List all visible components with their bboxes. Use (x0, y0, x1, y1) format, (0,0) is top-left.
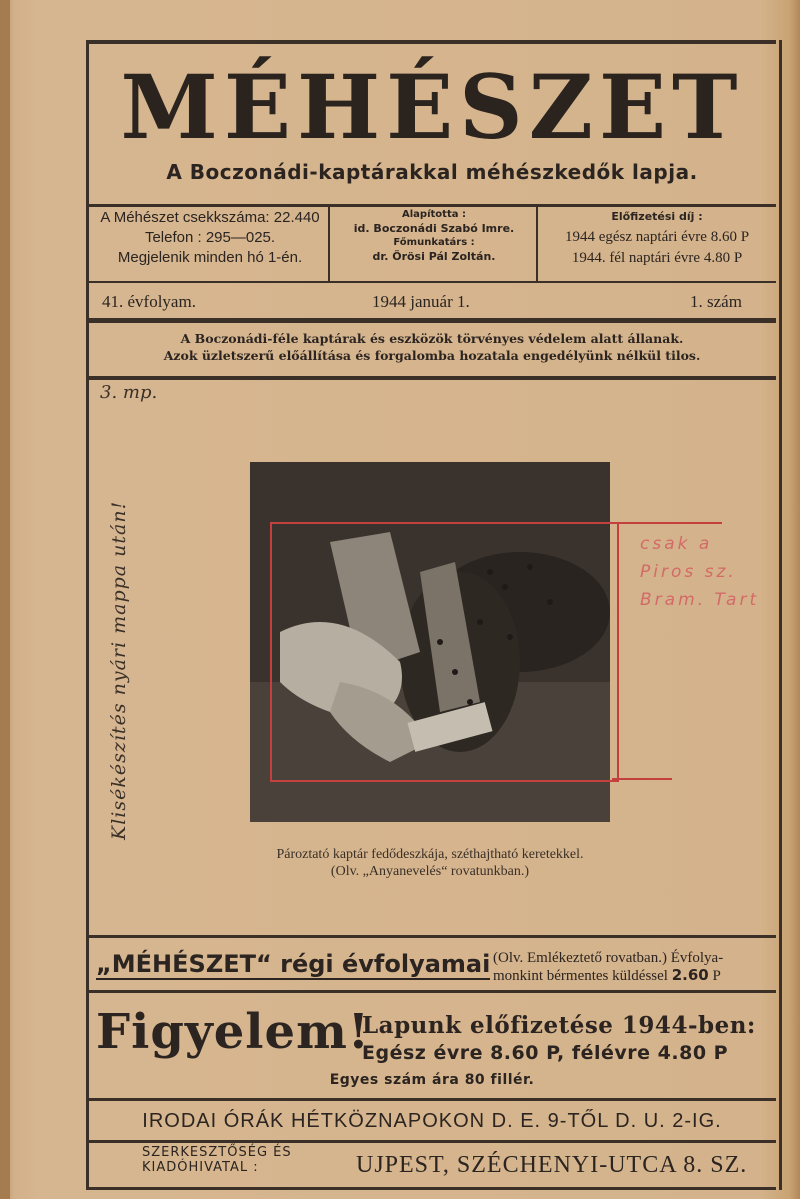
red-pencil-note (640, 530, 759, 614)
old-volumes-title-text: „MÉHÉSZET“ régi évfolyamai (96, 950, 491, 978)
legal-notice (92, 330, 772, 364)
coworker-name: dr. Örösi Pál Zoltán. (372, 250, 496, 263)
rule-under-masthead (88, 204, 776, 207)
founded-label: Alapította : (402, 209, 466, 220)
red-pencil-line: csak a (640, 534, 713, 554)
office-hours: IRODAI ÓRÁK HÉTKÖZNAPOKON D. E. 9-TŐL D. U. 2-IG. (142, 1110, 722, 1132)
legal-notice-line: Azok üzletszerű előállítása és forgalomba hozatala engedélyünk nélkül tilos. (163, 348, 701, 363)
top-rule (88, 40, 776, 44)
editorial-office-address: UJPEST, SZÉCHENYI-UTCA 8. SZ. (356, 1152, 748, 1178)
rule-above-attention (88, 990, 776, 993)
masthead-subtitle: A Boczonádi-kaptárakkal méhészkedők lapja. (166, 160, 698, 184)
red-pencil-line: Bram. Tart (640, 590, 760, 610)
cheque-number: A Méhészet csekkszáma: 22.440 (100, 209, 320, 226)
issue-date: 1944 január 1. (372, 292, 470, 311)
issue-number: 1. szám (690, 292, 742, 311)
rule-above-hours (88, 1098, 776, 1101)
photo-caption-line: (Olv. „Anyanevelés“ rovatunkban.) (330, 864, 530, 879)
editorial-office-label-line: SZERKESZTŐSÉG ÉS (142, 1145, 292, 1160)
column-divider (536, 206, 538, 282)
red-pencil-line: Piros sz. (640, 562, 737, 582)
red-crop-line (612, 522, 722, 524)
publication-schedule: Megjelenik minden hó 1-én. (117, 249, 303, 266)
handwritten-note-side: Klisékészítés nyári mappa után! (108, 500, 130, 840)
attention-prices: Egész évre 8.60 P, félévre 4.80 P (362, 1042, 729, 1064)
editorial-office-label (142, 1145, 292, 1175)
coworker-label: Főmunkatárs : (393, 237, 475, 248)
rule-above-address (88, 1140, 776, 1143)
telephone: Telefon : 295—025. (144, 229, 276, 246)
red-crop-line (612, 778, 672, 780)
subscription-full-year: 1944 egész naptári évre 8.60 P (564, 229, 750, 245)
bottom-rule (88, 1187, 776, 1190)
photo-caption (200, 846, 660, 880)
handwritten-note-top: 3. mp. (100, 382, 158, 403)
old-volumes-title (96, 950, 490, 978)
volume-number: 41. évfolyam. (102, 292, 196, 311)
single-copy-price: Egyes szám ára 80 fillér. (329, 1072, 535, 1088)
old-volumes-currency: P (712, 968, 721, 984)
legal-notice-line: A Boczonádi-féle kaptárak és eszközök törvényes védelem alatt állanak. (180, 331, 684, 346)
founder-name: id. Boczonádi Szabó Imre. (353, 222, 515, 235)
masthead-title: MÉHÉSZET (120, 55, 744, 159)
rule-above-old-volumes (88, 935, 776, 938)
rule-under-notice (88, 376, 776, 380)
old-volumes-text (493, 950, 723, 985)
binding-spine (0, 0, 10, 1199)
red-crop-mark (270, 522, 619, 782)
info-middle (332, 208, 536, 280)
old-volumes-line: (Olv. Emlékeztető rovatban.) Évfolya- (493, 950, 724, 966)
info-right (540, 208, 774, 280)
column-divider (328, 206, 330, 282)
info-left (92, 208, 328, 280)
old-volumes-price: 2.60 (671, 966, 709, 984)
old-volumes-line-text: monkint bérmentes küldéssel (493, 968, 668, 984)
rule-under-info (88, 281, 776, 283)
editorial-office-label-line: KIADÓHIVATAL : (142, 1160, 259, 1175)
subscription-label: Előfizetési díj : (611, 210, 703, 223)
old-volumes-line (493, 967, 723, 985)
attention-heading: Figyelem! (96, 1004, 370, 1060)
attention-subscription: Lapunk előfizetése 1944-ben: (362, 1012, 756, 1039)
photo-caption-line: Pároztató kaptár fedődeszkája, széthajtható keretekkel. (276, 847, 584, 862)
rule-under-issue (88, 318, 776, 323)
subscription-half-year: 1944. fél naptári évre 4.80 P (571, 250, 743, 266)
